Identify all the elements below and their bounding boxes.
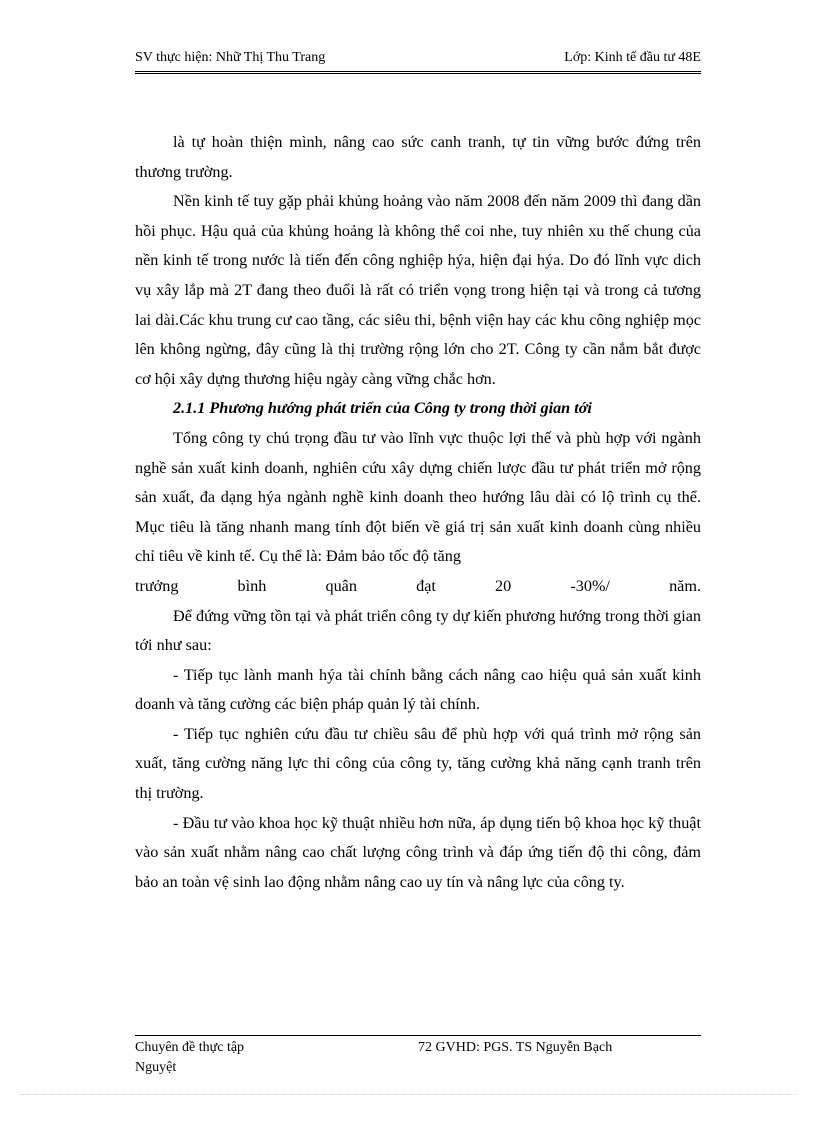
- header-rule-secondary: [135, 73, 701, 74]
- paragraph: là tự hoàn thiện mình, nâng cao sức canh tranh, tự tin vững bước đứng trên thương trường.: [135, 133, 701, 181]
- page-footer: [135, 1040, 701, 1080]
- paragraph: Nền kinh tế tuy gặp phải khủng hoảng vào năm 2008 đến năm 2009 thì đang dần hồi phục. Hậu quả của khủng hoảng là không thể coi nhe, tuy nhiên xu thế chung của nền kinh tế trong nước là tiến đến công nghiệp hýa, hiện đại hýa. Do đó lĩnh vực dich vụ xây lắp mà 2T đang theo đuổi là rất có triển vọng trong hiện tại và trong cả tương lai dài.Các khu trung cư cao tầng, các siêu thi, bệnh viện hay các khu công nghiệp mọc lên không ngừng, đây cũng là thị trường rộng lớn cho 2T. Công ty cần nắm bắt được cơ hội xây dựng thương hiệu ngày càng vững chắc hơn.: [135, 192, 701, 388]
- paragraph-line: trưởng bình quân đạt 20 -30%/ năm.: [135, 576, 701, 595]
- page-header: [135, 50, 701, 72]
- paragraph: Để đứng vững tồn tại và phát triển công ty dự kiến phương hướng trong thời gian tới như sau:: [135, 606, 701, 655]
- paragraph: Tổng công ty chú trọng đầu tư vào lĩnh vực thuộc lợi thế và phù hợp với ngành nghề sản xuất kinh doanh, nghiên cứu xây dựng chiến lược đầu tư phát triển mở rộng sản xuất, đa dạng hýa ngành nghề kinh doanh theo hướng lâu dài có lộ trình cụ thể. Mục tiêu là tăng nhanh mang tính đột biến về giá trị sản xuất kinh doanh cùng nhiều chỉ tiêu về kinh tế. Cụ thể là: Đảm bảo tốc độ tăng: [135, 428, 701, 566]
- header-class: Lớp: Kinh tế đầu tư 48E: [564, 50, 701, 65]
- section-heading: 2.1.1 Phương hướng phát triển của Công ty trong thời gian tới: [173, 399, 592, 418]
- footer-advisor-continued: Nguyệt: [135, 1060, 177, 1075]
- bullet-item: - Tiếp tục nghiên cứu đầu tư chiều sâu để phù hợp với quá trình mở rộng sản xuất, tăng cường năng lực thi công của công ty, tăng cường khả năng cạnh tranh trên thị trường.: [135, 724, 701, 803]
- bullet-item: - Đầu tư vào khoa học kỹ thuật nhiều hơn nữa, áp dụng tiến bộ khoa học kỹ thuật vào sản xuất nhằm nâng cao chất lượng công trình và đáp ứng tiến độ thi công, đảm bảo an toàn vệ sinh lao động nhằm nâng cao uy tín và nâng lực của công ty.: [135, 813, 701, 891]
- bullet-item: - Tiếp tục lành manh hýa tài chính bằng cách nâng cao hiệu quả sản xuất kinh doanh và tăng cường các biện pháp quản lý tài chính.: [135, 665, 701, 714]
- page-body: [135, 128, 701, 897]
- footer-title: Chuyên đề thực tập: [135, 1040, 245, 1055]
- page-edge-divider: [20, 1094, 796, 1095]
- footer-rule: [135, 1035, 701, 1036]
- header-rule: [135, 71, 701, 72]
- footer-advisor: 72 GVHD: PGS. TS Nguyễn Bạch: [418, 1040, 613, 1055]
- header-student: SV thực hiện: Nhữ Thị Thu Trang: [135, 50, 326, 65]
